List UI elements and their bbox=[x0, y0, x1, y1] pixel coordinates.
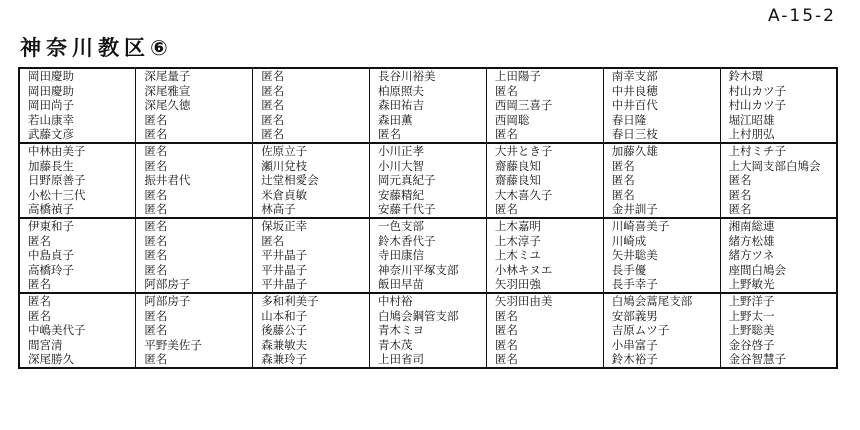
table-row bbox=[19, 323, 837, 338]
name-cell: 堀江昭雄 bbox=[720, 113, 837, 128]
table-row bbox=[19, 309, 837, 324]
name-cell: 匿名 bbox=[603, 188, 720, 203]
name-cell: 春日隆 bbox=[603, 113, 720, 128]
name-cell: 大井とき子 bbox=[486, 143, 603, 159]
name-cell: 上野聡美 bbox=[720, 323, 837, 338]
table-row bbox=[19, 113, 837, 128]
name-cell: 金谷啓子 bbox=[720, 338, 837, 353]
name-cell: 白鳩会蒿尾支部 bbox=[603, 293, 720, 309]
table-row bbox=[19, 98, 837, 113]
name-cell: 大木喜久子 bbox=[486, 188, 603, 203]
table-row bbox=[19, 218, 837, 234]
name-cell: 安部義男 bbox=[603, 309, 720, 324]
name-cell: 伊東和子 bbox=[19, 218, 136, 234]
name-cell: 白鳩会鋼管支部 bbox=[370, 309, 487, 324]
table-row bbox=[19, 352, 837, 368]
table-row bbox=[19, 234, 837, 249]
name-cell: 武藤文彦 bbox=[28, 127, 74, 142]
name-cell: 匿名 bbox=[136, 309, 253, 324]
name-cell: 保坂正幸 bbox=[253, 218, 370, 234]
name-cell: 上木嘉明 bbox=[486, 218, 603, 234]
name-cell: 匿名 bbox=[253, 68, 370, 84]
table-row bbox=[19, 188, 837, 203]
name-cell: 辻堂相愛会 bbox=[253, 173, 370, 188]
name-cell: 中井百代 bbox=[603, 98, 720, 113]
name-cell: 匿名 bbox=[486, 338, 603, 353]
name-cell: 匿名 bbox=[720, 173, 837, 188]
name-cell: 上野敏光 bbox=[720, 277, 837, 293]
name-cell: 一色支部 bbox=[370, 218, 487, 234]
name-cell: 中井良穂 bbox=[603, 84, 720, 99]
name-cell: 齋藤良知 bbox=[486, 173, 603, 188]
table-row bbox=[19, 293, 837, 309]
name-cell: 山本和子 bbox=[253, 309, 370, 324]
name-cell: 匿名 bbox=[28, 308, 51, 323]
name-cell: 匿名 bbox=[136, 127, 253, 143]
name-cell: 平井晶子 bbox=[253, 277, 370, 293]
name-cell: 金谷智慧子 bbox=[720, 352, 837, 368]
name-cell: 匿名 bbox=[486, 84, 603, 99]
name-cell: 小川正孝 bbox=[370, 143, 487, 159]
table-row bbox=[19, 277, 837, 293]
name-cell: 岡田尚子 bbox=[28, 98, 74, 113]
name-cell: 上村ミチ子 bbox=[720, 143, 837, 159]
name-cell: 中林由美子 bbox=[19, 143, 136, 159]
name-cell: 阿部房子 bbox=[136, 293, 253, 309]
name-cell: 瀬川兌枝 bbox=[253, 159, 370, 174]
name-cell: 深尾雅宣 bbox=[136, 84, 253, 99]
name-cell: 矢羽田強 bbox=[486, 277, 603, 293]
name-cell: 鈴木環 bbox=[720, 68, 837, 84]
name-cell: 上木淳子 bbox=[486, 234, 603, 249]
name-cell: 森兼玲子 bbox=[253, 352, 370, 368]
name-cell: 飯田早苗 bbox=[370, 277, 487, 293]
table-row bbox=[19, 338, 837, 353]
name-cell: 森田薫 bbox=[370, 113, 487, 128]
name-cell: 多和利美子 bbox=[253, 293, 370, 309]
name-cell: 森田祐吉 bbox=[370, 98, 487, 113]
table-row bbox=[19, 68, 837, 84]
name-cell: 川崎成 bbox=[603, 234, 720, 249]
name-cell: 匿名 bbox=[136, 248, 253, 263]
name-cell: 岡田慶助 bbox=[19, 68, 136, 84]
name-cell: 西岡三喜子 bbox=[486, 98, 603, 113]
name-cell: 小林キヌエ bbox=[486, 263, 603, 278]
name-cell: 長手優 bbox=[603, 263, 720, 278]
name-cell: 匿名 bbox=[486, 309, 603, 324]
name-cell: 齋藤良知 bbox=[486, 159, 603, 174]
name-cell: 中島貞子 bbox=[28, 248, 74, 263]
table-row bbox=[19, 173, 837, 188]
name-cell: 匿名 bbox=[136, 143, 253, 159]
name-cell: 匿名 bbox=[720, 188, 837, 203]
name-cell: 深尾勝久 bbox=[28, 352, 74, 367]
table-row bbox=[19, 263, 837, 278]
name-cell: 佐原立子 bbox=[253, 143, 370, 159]
name-cell: 高橋玲子 bbox=[28, 262, 74, 277]
name-cell: 小川大智 bbox=[370, 159, 487, 174]
name-cell: 匿名 bbox=[253, 84, 370, 99]
name-cell: 上田陽子 bbox=[486, 68, 603, 84]
name-cell: 匿名 bbox=[486, 202, 603, 218]
name-cell: 上野太一 bbox=[720, 309, 837, 324]
name-cell: 平野美佐子 bbox=[136, 338, 253, 353]
name-cell: 西岡聡 bbox=[486, 113, 603, 128]
name-cell: 匿名 bbox=[603, 159, 720, 174]
name-cell: 阿部房子 bbox=[136, 277, 253, 293]
name-cell: 高橋禎子 bbox=[28, 202, 74, 217]
name-cell: 岡田慶助 bbox=[28, 83, 74, 98]
table-row bbox=[19, 143, 837, 159]
name-cell: 吉原ムツ子 bbox=[603, 323, 720, 338]
name-cell: 若山康幸 bbox=[28, 112, 74, 127]
name-cell: 日野原善子 bbox=[28, 173, 86, 188]
name-cell: 上大岡支部白鳩会 bbox=[720, 159, 837, 174]
name-cell: 匿名 bbox=[486, 352, 603, 368]
name-cell: 匿名 bbox=[136, 352, 253, 368]
name-cell: 匿名 bbox=[28, 277, 51, 292]
name-cell: 匿名 bbox=[486, 323, 603, 338]
name-cell: 匿名 bbox=[253, 127, 370, 143]
name-cell: 匿名 bbox=[136, 159, 253, 174]
name-cell: 村山カツ子 bbox=[720, 98, 837, 113]
name-cell: 上田省司 bbox=[370, 352, 487, 368]
name-cell: 鈴木裕子 bbox=[603, 352, 720, 368]
table-row bbox=[19, 248, 837, 263]
name-cell: 匿名 bbox=[28, 233, 51, 248]
name-cell: 青木ミヨ bbox=[370, 323, 487, 338]
table-row bbox=[19, 202, 837, 218]
name-cell: 匿名 bbox=[19, 293, 136, 309]
name-cell: 南幸支部 bbox=[603, 68, 720, 84]
name-cell: 匿名 bbox=[603, 173, 720, 188]
name-cell: 匿名 bbox=[136, 323, 253, 338]
name-cell: 匿名 bbox=[136, 218, 253, 234]
donor-table bbox=[18, 67, 838, 369]
name-cell: 上野洋子 bbox=[720, 293, 837, 309]
name-cell: 青木茂 bbox=[370, 338, 487, 353]
name-cell: 後藤公子 bbox=[253, 323, 370, 338]
name-cell: 米倉貞敏 bbox=[253, 188, 370, 203]
name-cell: 匿名 bbox=[253, 113, 370, 128]
name-cell: 矢井聡美 bbox=[603, 248, 720, 263]
name-cell: 小串富子 bbox=[603, 338, 720, 353]
name-cell: 平井晶子 bbox=[253, 248, 370, 263]
name-cell: 金井訓子 bbox=[603, 202, 720, 218]
table-row bbox=[19, 159, 837, 174]
name-cell: 岡元真紀子 bbox=[370, 173, 487, 188]
name-cell: 長手幸子 bbox=[603, 277, 720, 293]
name-cell: 匿名 bbox=[253, 234, 370, 249]
page-number: A-15-2 bbox=[768, 6, 836, 26]
name-cell: 緒方ツネ bbox=[720, 248, 837, 263]
name-cell: 深尾量子 bbox=[136, 68, 253, 84]
name-cell: 匿名 bbox=[136, 263, 253, 278]
name-cell: 森兼敏夫 bbox=[253, 338, 370, 353]
name-cell: 村山カツ子 bbox=[720, 84, 837, 99]
name-cell: 平井晶子 bbox=[253, 263, 370, 278]
name-cell: 上木ミユ bbox=[486, 248, 603, 263]
name-cell: 寺田康信 bbox=[370, 248, 487, 263]
name-cell: 矢羽田由美 bbox=[486, 293, 603, 309]
name-cell: 柏原照夫 bbox=[370, 84, 487, 99]
name-cell: 緒方松雄 bbox=[720, 234, 837, 249]
name-cell: 神奈川平塚支部 bbox=[370, 263, 487, 278]
name-cell: 加藤長生 bbox=[28, 158, 74, 173]
name-cell: 安藤千代子 bbox=[370, 202, 487, 218]
page-title: 神奈川教区⑥ bbox=[20, 36, 173, 60]
name-cell: 振井君代 bbox=[136, 173, 253, 188]
name-cell: 林高子 bbox=[253, 202, 370, 218]
name-cell: 匿名 bbox=[253, 98, 370, 113]
name-cell: 湘南総連 bbox=[720, 218, 837, 234]
name-cell: 春日三枝 bbox=[603, 127, 720, 143]
name-cell: 鈴木香代子 bbox=[370, 234, 487, 249]
name-cell: 匿名 bbox=[136, 202, 253, 218]
name-cell: 匿名 bbox=[370, 127, 487, 143]
name-cell: 匿名 bbox=[136, 234, 253, 249]
name-cell: 長谷川裕美 bbox=[370, 68, 487, 84]
name-cell: 匿名 bbox=[136, 188, 253, 203]
name-cell: 匿名 bbox=[136, 113, 253, 128]
table-row bbox=[19, 84, 837, 99]
name-cell: 中嶋美代子 bbox=[28, 323, 86, 338]
name-cell: 中村裕 bbox=[370, 293, 487, 309]
name-cell: 深尾久徳 bbox=[136, 98, 253, 113]
name-cell: 川崎喜美子 bbox=[603, 218, 720, 234]
name-cell: 上村朋弘 bbox=[720, 127, 837, 143]
table-row bbox=[19, 127, 837, 143]
name-cell: 間宮清 bbox=[28, 337, 63, 352]
name-cell: 安藤精紀 bbox=[370, 188, 487, 203]
name-cell: 匿名 bbox=[720, 202, 837, 218]
name-cell: 小松十三代 bbox=[28, 187, 86, 202]
name-cell: 座間白鳩会 bbox=[720, 263, 837, 278]
name-cell: 匿名 bbox=[486, 127, 603, 143]
name-cell: 加藤久雄 bbox=[603, 143, 720, 159]
